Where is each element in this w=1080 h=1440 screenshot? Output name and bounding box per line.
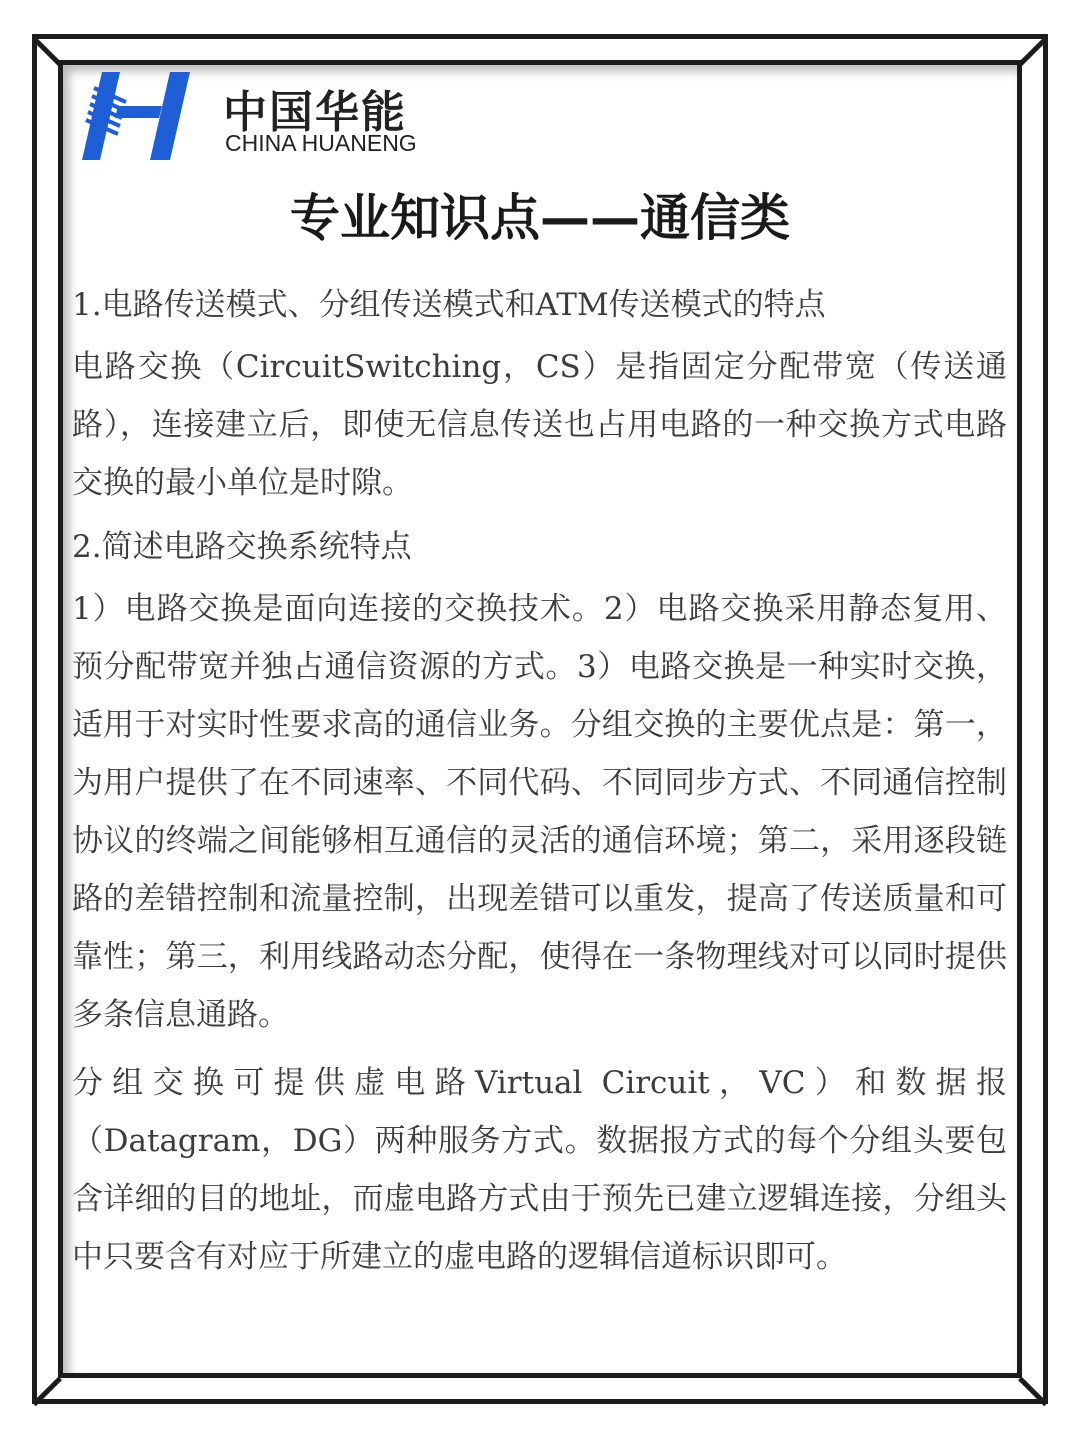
section-heading-2: 2.简述电路交换系统特点 [72,529,412,565]
article-body [72,280,1007,1286]
huaneng-logo-icon [80,72,192,160]
brand-name-cn: 中国华能 [223,87,407,138]
section-1-paragraph-1: 电路交换（CircuitSwitching，CS）是指固定分配带宽（传送通路），连接建立后，即使无信息传送也占用电路的一种交换方式电路交换的最小单位是时隙。 [72,349,1007,501]
brand-name-en: CHINA HUANENG [225,130,417,156]
section-2-paragraph-1: 1）电路交换是面向连接的交换技术。2）电路交换采用静态复用、预分配带宽并独占通信资源的方式。3）电路交换是一种实时交换，适用于对实时性要求高的通信业务。分组交换的主要优点是：第一，为用户提供了在不同速率、不同代码、不同同步方式、不同通信控制协议的终端之间能够相互通信的灵活的通信环境；第二，采用逐段链路的差错控制和流量控制，出现差错可以重发，提高了传送质量和可靠性；第三，利用线路动态分配，使得在一条物理线对可以同时提供多条信息通路。 [72,591,1007,1033]
section-2-paragraph-2: 分组交换可提供虚电路Virtual Circuit，VC）和数据报（Datagram，DG）两种服务方式。数据报方式的每个分组头要包含详细的目的地址，而虚电路方式由于预先已建立逻辑连接，分组头中只要含有对应于所建立的虚电路的逻辑信道标识即可。 [72,1065,1007,1275]
logo [80,72,480,162]
page-title: 专业知识点——通信类 [290,189,790,247]
section-heading-1: 1.电路传送模式、分组传送模式和ATM传送模式的特点 [72,287,826,323]
